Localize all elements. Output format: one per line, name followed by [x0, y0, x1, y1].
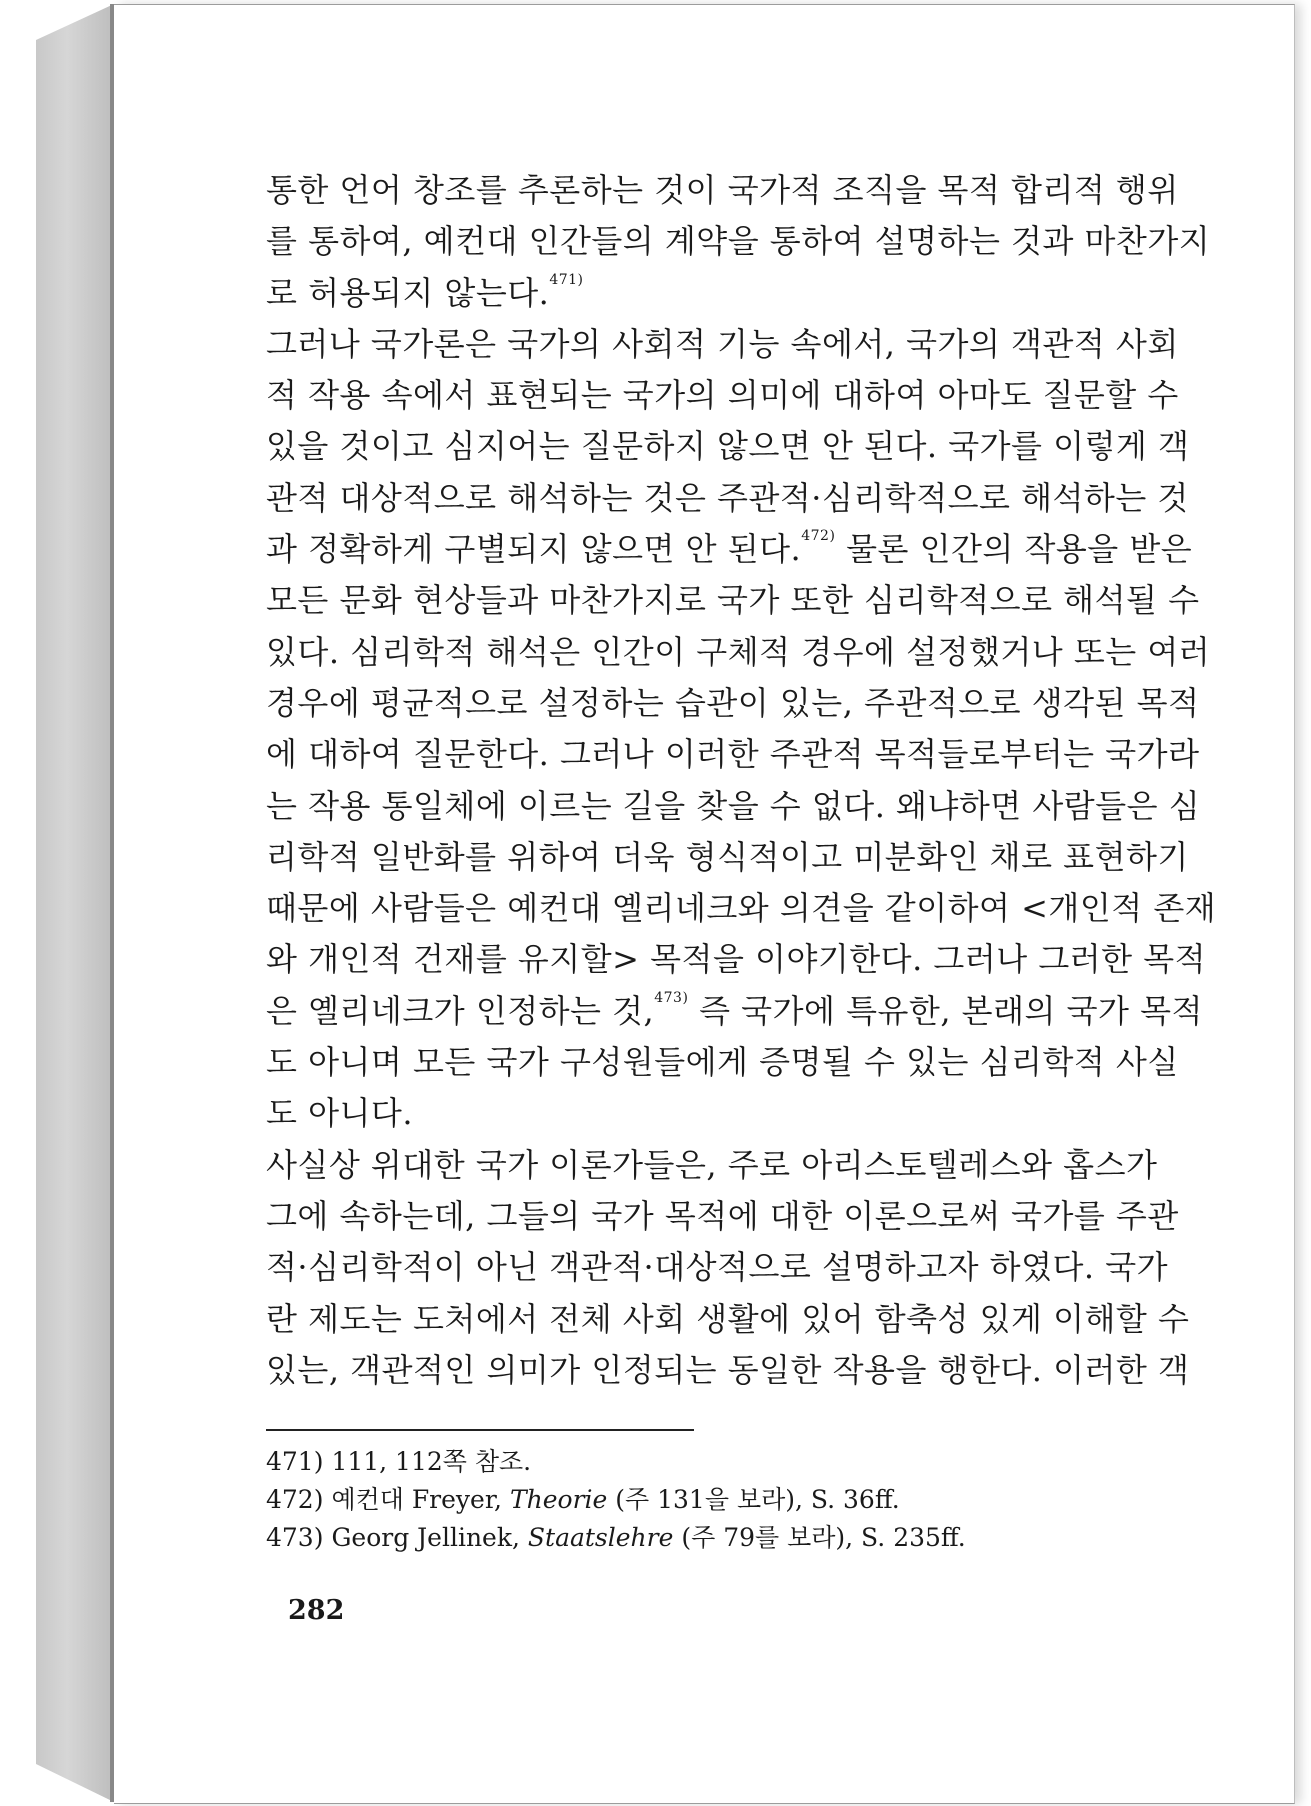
footnote-text: Georg Jellinek,	[331, 1523, 528, 1552]
footnote-473	[266, 1519, 1166, 1557]
p2-line: 때문에 사람들은 예컨대 옐리네크와 의견을 같이하여 <개인적 존재	[266, 889, 1217, 928]
p2-line: 도 아니다.	[266, 1094, 413, 1133]
p2-line: 경우에 평균적으로 설정하는 습관이 있는, 주관적으로 생각된 목적	[266, 683, 1200, 722]
paragraph-3	[266, 1140, 1261, 1396]
footnote-text: (주 79를 보라), S. 235ff.	[673, 1523, 966, 1552]
footnote-472	[266, 1481, 1166, 1519]
p2-line: 와 개인적 건재를 유지할> 목적을 이야기한다. 그러나 그러한 목적	[266, 940, 1207, 979]
book-spine	[36, 4, 114, 1802]
p1-line: 를 통하여, 예컨대 인간들의 계약을 통하여 설명하는 것과 마찬가지	[266, 222, 1211, 261]
footnote-number: 472)	[266, 1485, 324, 1514]
p2-line: 즉 국가에 특유한, 본래의 국가 목적	[688, 991, 1203, 1030]
p2-line: 그러나 국가론은 국가의 사회적 기능 속에서, 국가의 객관적 사회	[266, 324, 1179, 363]
p2-line: 적 작용 속에서 표현되는 국가의 의미에 대하여 아마도 질문할 수	[266, 376, 1179, 415]
p2-line: 물론 인간의 작용을 받은	[835, 530, 1193, 569]
page-body	[266, 165, 1261, 1396]
p3-line: 있는, 객관적인 의미가 인정되는 동일한 작용을 행한다. 이러한 객	[266, 1350, 1190, 1389]
footnote-ref-473: 473)	[654, 989, 689, 1006]
footnote-ref-472: 472)	[801, 528, 836, 545]
paragraph-1	[266, 165, 1261, 319]
p3-line: 그에 속하는데, 그들의 국가 목적에 대한 이론으로써 국가를 주관	[266, 1196, 1179, 1235]
p2-line: 과 정확하게 구별되지 않으면 안 된다.	[266, 530, 802, 569]
p2-line: 있다. 심리학적 해석은 인간이 구체적 경우에 설정했거나 또는 여러	[266, 632, 1211, 671]
p2-line: 에 대하여 질문한다. 그러나 이러한 주관적 목적들로부터는 국가라	[266, 735, 1200, 774]
p2-line: 은 옐리네크가 인정하는 것,	[266, 991, 655, 1030]
paragraph-2	[266, 319, 1261, 1140]
footnotes	[266, 1443, 1166, 1557]
footnote-text: (주 131을 보라), S. 36ff.	[607, 1485, 900, 1514]
page-number: 282	[288, 1595, 345, 1626]
p3-line: 사실상 위대한 국가 이론가들은, 주로 아리스토텔레스와 홉스가	[266, 1145, 1158, 1184]
footnote-title: Staatslehre	[527, 1523, 674, 1552]
p2-line: 관적 대상적으로 해석하는 것은 주관적·심리학적으로 해석하는 것	[266, 478, 1189, 517]
footnote-text: 예컨대 Freyer,	[331, 1485, 510, 1514]
footnote-number: 471)	[266, 1447, 324, 1476]
footnote-number: 473)	[266, 1523, 324, 1552]
footnote-text: 111, 112쪽 참조.	[331, 1447, 532, 1476]
p1-line: 통한 언어 창조를 추론하는 것이 국가적 조직을 목적 합리적 행위	[266, 171, 1179, 209]
p2-line: 도 아니며 모든 국가 구성원들에게 증명될 수 있는 심리학적 사실	[266, 1043, 1179, 1082]
p2-line: 있을 것이고 심지어는 질문하지 않으면 안 된다. 국가를 이렇게 객	[266, 427, 1190, 466]
footnote-471	[266, 1443, 1166, 1481]
p2-line: 모든 문화 현상들과 마찬가지로 국가 또한 심리학적으로 해석될 수	[266, 581, 1200, 620]
p2-line: 리학적 일반화를 위하여 더욱 형식적이고 미분화인 채로 표현하기	[266, 837, 1189, 876]
footnote-ref-471: 471)	[549, 271, 584, 288]
p3-line: 적·심리학적이 아닌 객관적·대상적으로 설명하고자 하였다. 국가	[266, 1248, 1169, 1287]
book-page	[114, 4, 1295, 1804]
p2-line: 는 작용 통일체에 이르는 길을 찾을 수 없다. 왜냐하면 사람들은 심	[266, 786, 1201, 825]
footnote-title: Theorie	[509, 1485, 608, 1514]
p3-line: 란 제도는 도처에서 전체 사회 생활에 있어 함축성 있게 이해할 수	[266, 1299, 1190, 1338]
p1-line: 로 허용되지 않는다.	[266, 273, 550, 312]
footnote-divider	[266, 1429, 694, 1431]
